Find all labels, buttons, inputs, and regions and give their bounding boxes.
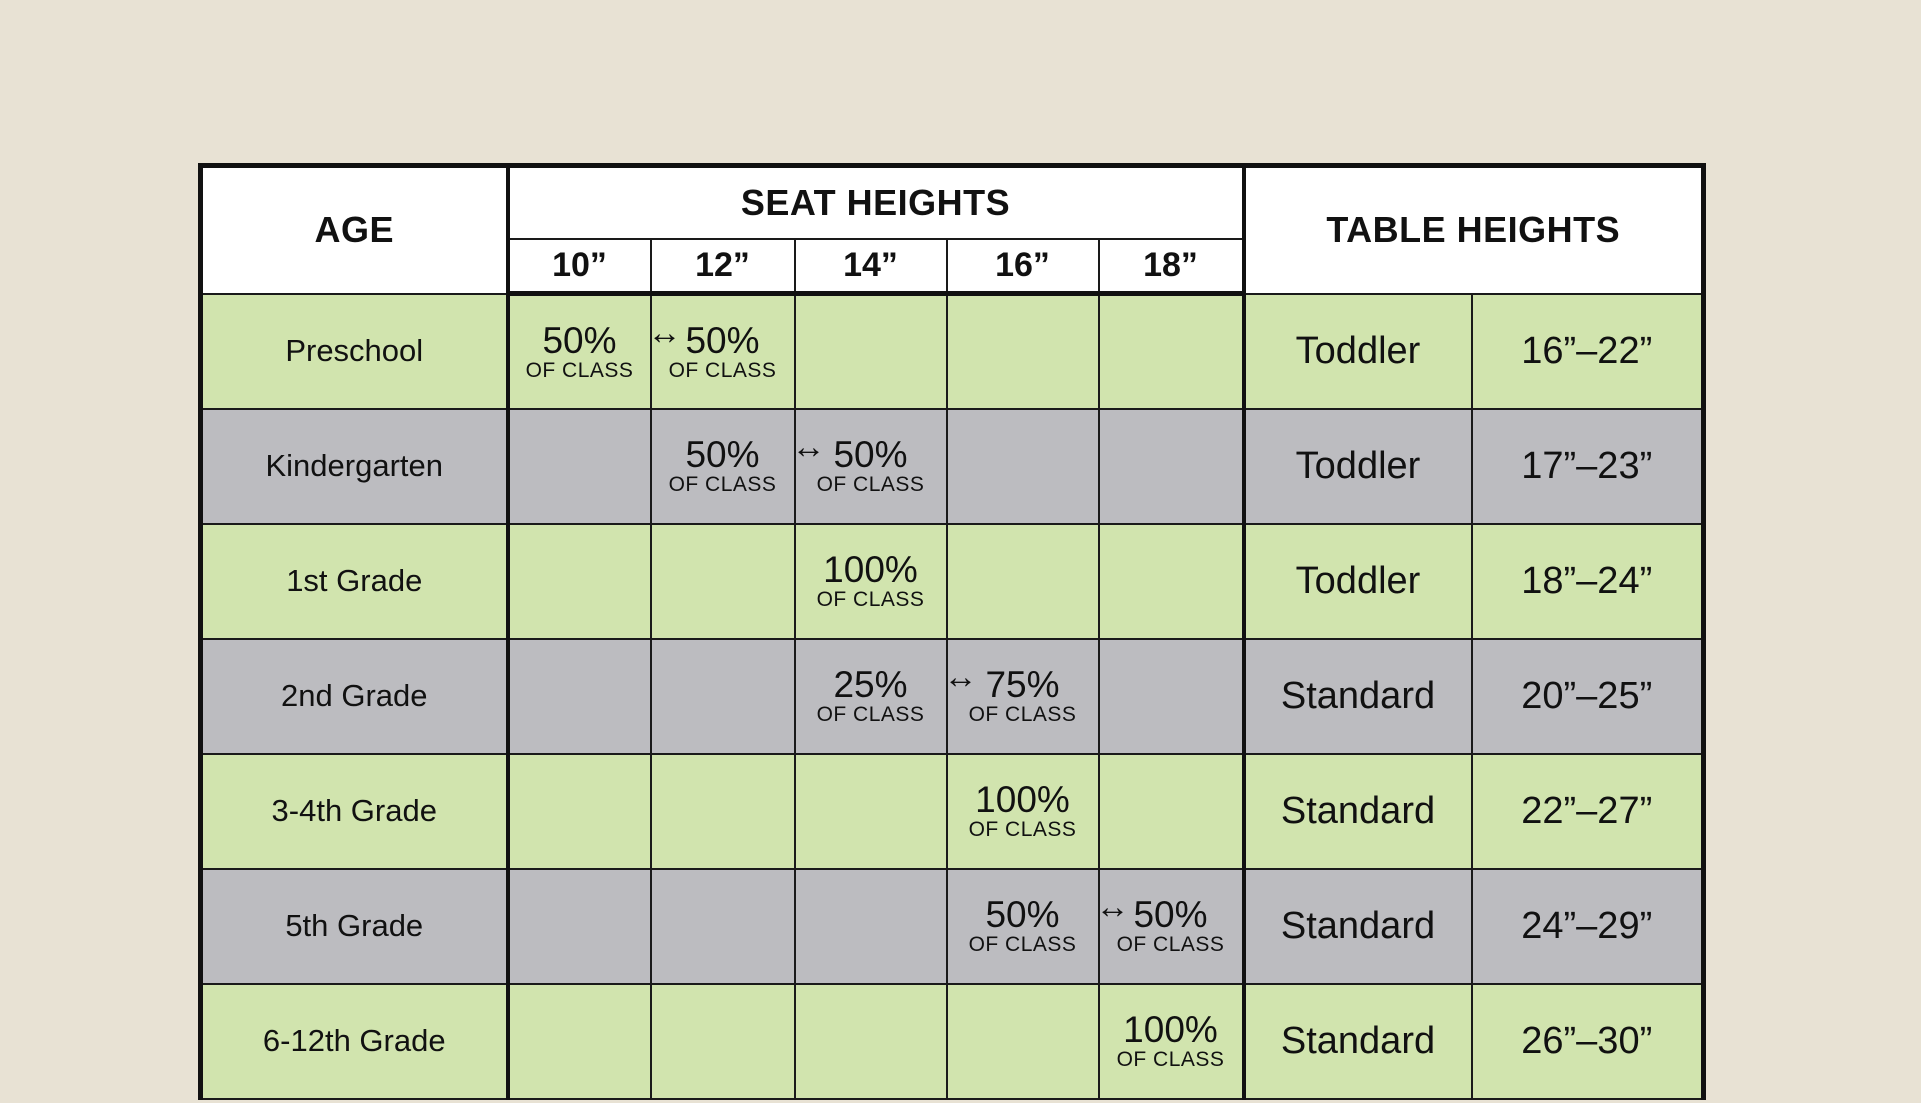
seat-cell <box>795 984 947 1099</box>
height-table <box>198 163 1706 1100</box>
table-range-cell: 16”–22” <box>1472 294 1704 409</box>
of-class-label: OF CLASS <box>1116 1048 1225 1071</box>
seat-cell <box>947 409 1099 524</box>
seat-cell <box>651 524 795 639</box>
table-type-cell: Standard <box>1244 869 1472 984</box>
age-cell: 6-12th Grade <box>201 984 508 1099</box>
of-class-label: OF CLASS <box>668 473 777 496</box>
seat-cell <box>795 294 947 409</box>
seat-heights-header: SEAT HEIGHTS <box>508 166 1244 239</box>
seat-cell <box>795 524 947 639</box>
seat-size-18: 18” <box>1099 239 1244 294</box>
seat-size-16: 16” <box>947 239 1099 294</box>
of-class-label: OF CLASS <box>968 933 1077 956</box>
table-type-cell: Standard <box>1244 754 1472 869</box>
table-body <box>201 294 1704 1099</box>
table-type-cell: Toddler <box>1244 409 1472 524</box>
seat-cell <box>1099 294 1244 409</box>
seat-cell <box>508 409 651 524</box>
of-class-label: OF CLASS <box>1116 933 1225 956</box>
seat-cell <box>651 409 826 524</box>
seat-cell <box>947 639 1099 754</box>
age-cell: Preschool <box>201 294 508 409</box>
of-class-label: OF CLASS <box>816 703 925 726</box>
seat-cell <box>1099 639 1244 754</box>
class-percentage: 50% <box>685 434 760 475</box>
seat-cell <box>651 754 795 869</box>
seat-cell <box>795 409 947 524</box>
class-percentage: 50% <box>542 319 617 361</box>
class-percentage: 75% <box>985 664 1060 705</box>
seat-cell <box>651 869 795 984</box>
table-type-cell: Toddler <box>1244 524 1472 639</box>
of-class-label: OF CLASS <box>816 588 925 611</box>
seat-cell <box>947 294 1099 409</box>
table-row <box>201 294 1704 409</box>
table-type-cell: Standard <box>1244 984 1472 1099</box>
table-row <box>201 984 1704 1099</box>
seat-cell <box>1099 869 1244 984</box>
of-class-label: OF CLASS <box>968 818 1077 841</box>
double-arrow-icon: ↔ <box>647 314 682 352</box>
seat-cell <box>947 754 1099 869</box>
seat-size-10: 10” <box>508 239 651 294</box>
age-cell: Kindergarten <box>201 409 508 524</box>
seat-table-height-chart <box>198 163 1701 1103</box>
class-percentage: 100% <box>975 779 1070 820</box>
seat-cell <box>508 524 651 639</box>
of-class-label: OF CLASS <box>968 703 1077 726</box>
seat-cell <box>1099 984 1244 1099</box>
seat-cell <box>1099 409 1244 524</box>
class-percentage: 50% <box>985 894 1060 935</box>
table-type-cell: Standard <box>1244 639 1472 754</box>
table-row <box>201 524 1704 639</box>
seat-cell <box>508 984 651 1099</box>
class-percentage: 50% <box>685 319 760 361</box>
seat-cell <box>947 524 1099 639</box>
double-arrow-icon: ↔ <box>1095 887 1130 926</box>
seat-cell <box>1099 754 1244 869</box>
age-cell: 2nd Grade <box>201 639 508 754</box>
table-range-cell: 17”–23” <box>1472 409 1704 524</box>
seat-size-12: 12” <box>651 239 795 294</box>
age-cell: 5th Grade <box>201 869 508 984</box>
table-row <box>201 869 1704 984</box>
table-row <box>201 409 1704 524</box>
table-range-cell: 20”–25” <box>1472 639 1704 754</box>
double-arrow-icon: ↔ <box>943 657 978 696</box>
seat-cell <box>795 869 947 984</box>
table-range-cell: 26”–30” <box>1472 984 1704 1099</box>
age-header: AGE <box>201 166 508 294</box>
age-cell: 1st Grade <box>201 524 508 639</box>
of-class-label: OF CLASS <box>816 473 925 496</box>
seat-cell <box>947 869 1130 984</box>
of-class-label: OF CLASS <box>525 358 634 382</box>
age-cell: 3-4th Grade <box>201 754 508 869</box>
seat-cell <box>795 639 978 754</box>
table-range-cell: 18”–24” <box>1472 524 1704 639</box>
of-class-label: OF CLASS <box>668 358 777 382</box>
table-row <box>201 754 1704 869</box>
double-arrow-icon: ↔ <box>791 427 826 466</box>
class-percentage: 50% <box>1133 894 1208 935</box>
seat-size-14: 14” <box>795 239 947 294</box>
table-range-cell: 24”–29” <box>1472 869 1704 984</box>
table-heights-header: TABLE HEIGHTS <box>1244 166 1704 294</box>
class-percentage: 50% <box>833 434 908 475</box>
table-row <box>201 639 1704 754</box>
seat-cell <box>651 639 795 754</box>
table-type-cell: Toddler <box>1244 294 1472 409</box>
table-range-cell: 22”–27” <box>1472 754 1704 869</box>
seat-cell <box>1099 524 1244 639</box>
seat-cell <box>947 984 1099 1099</box>
class-percentage: 25% <box>833 664 908 705</box>
seat-cell <box>508 869 651 984</box>
seat-cell <box>508 639 651 754</box>
seat-cell <box>795 754 947 869</box>
seat-cell <box>651 984 795 1099</box>
class-percentage: 100% <box>823 549 918 590</box>
class-percentage: 100% <box>1123 1009 1218 1050</box>
seat-cell <box>508 754 651 869</box>
seat-cell <box>508 294 682 409</box>
